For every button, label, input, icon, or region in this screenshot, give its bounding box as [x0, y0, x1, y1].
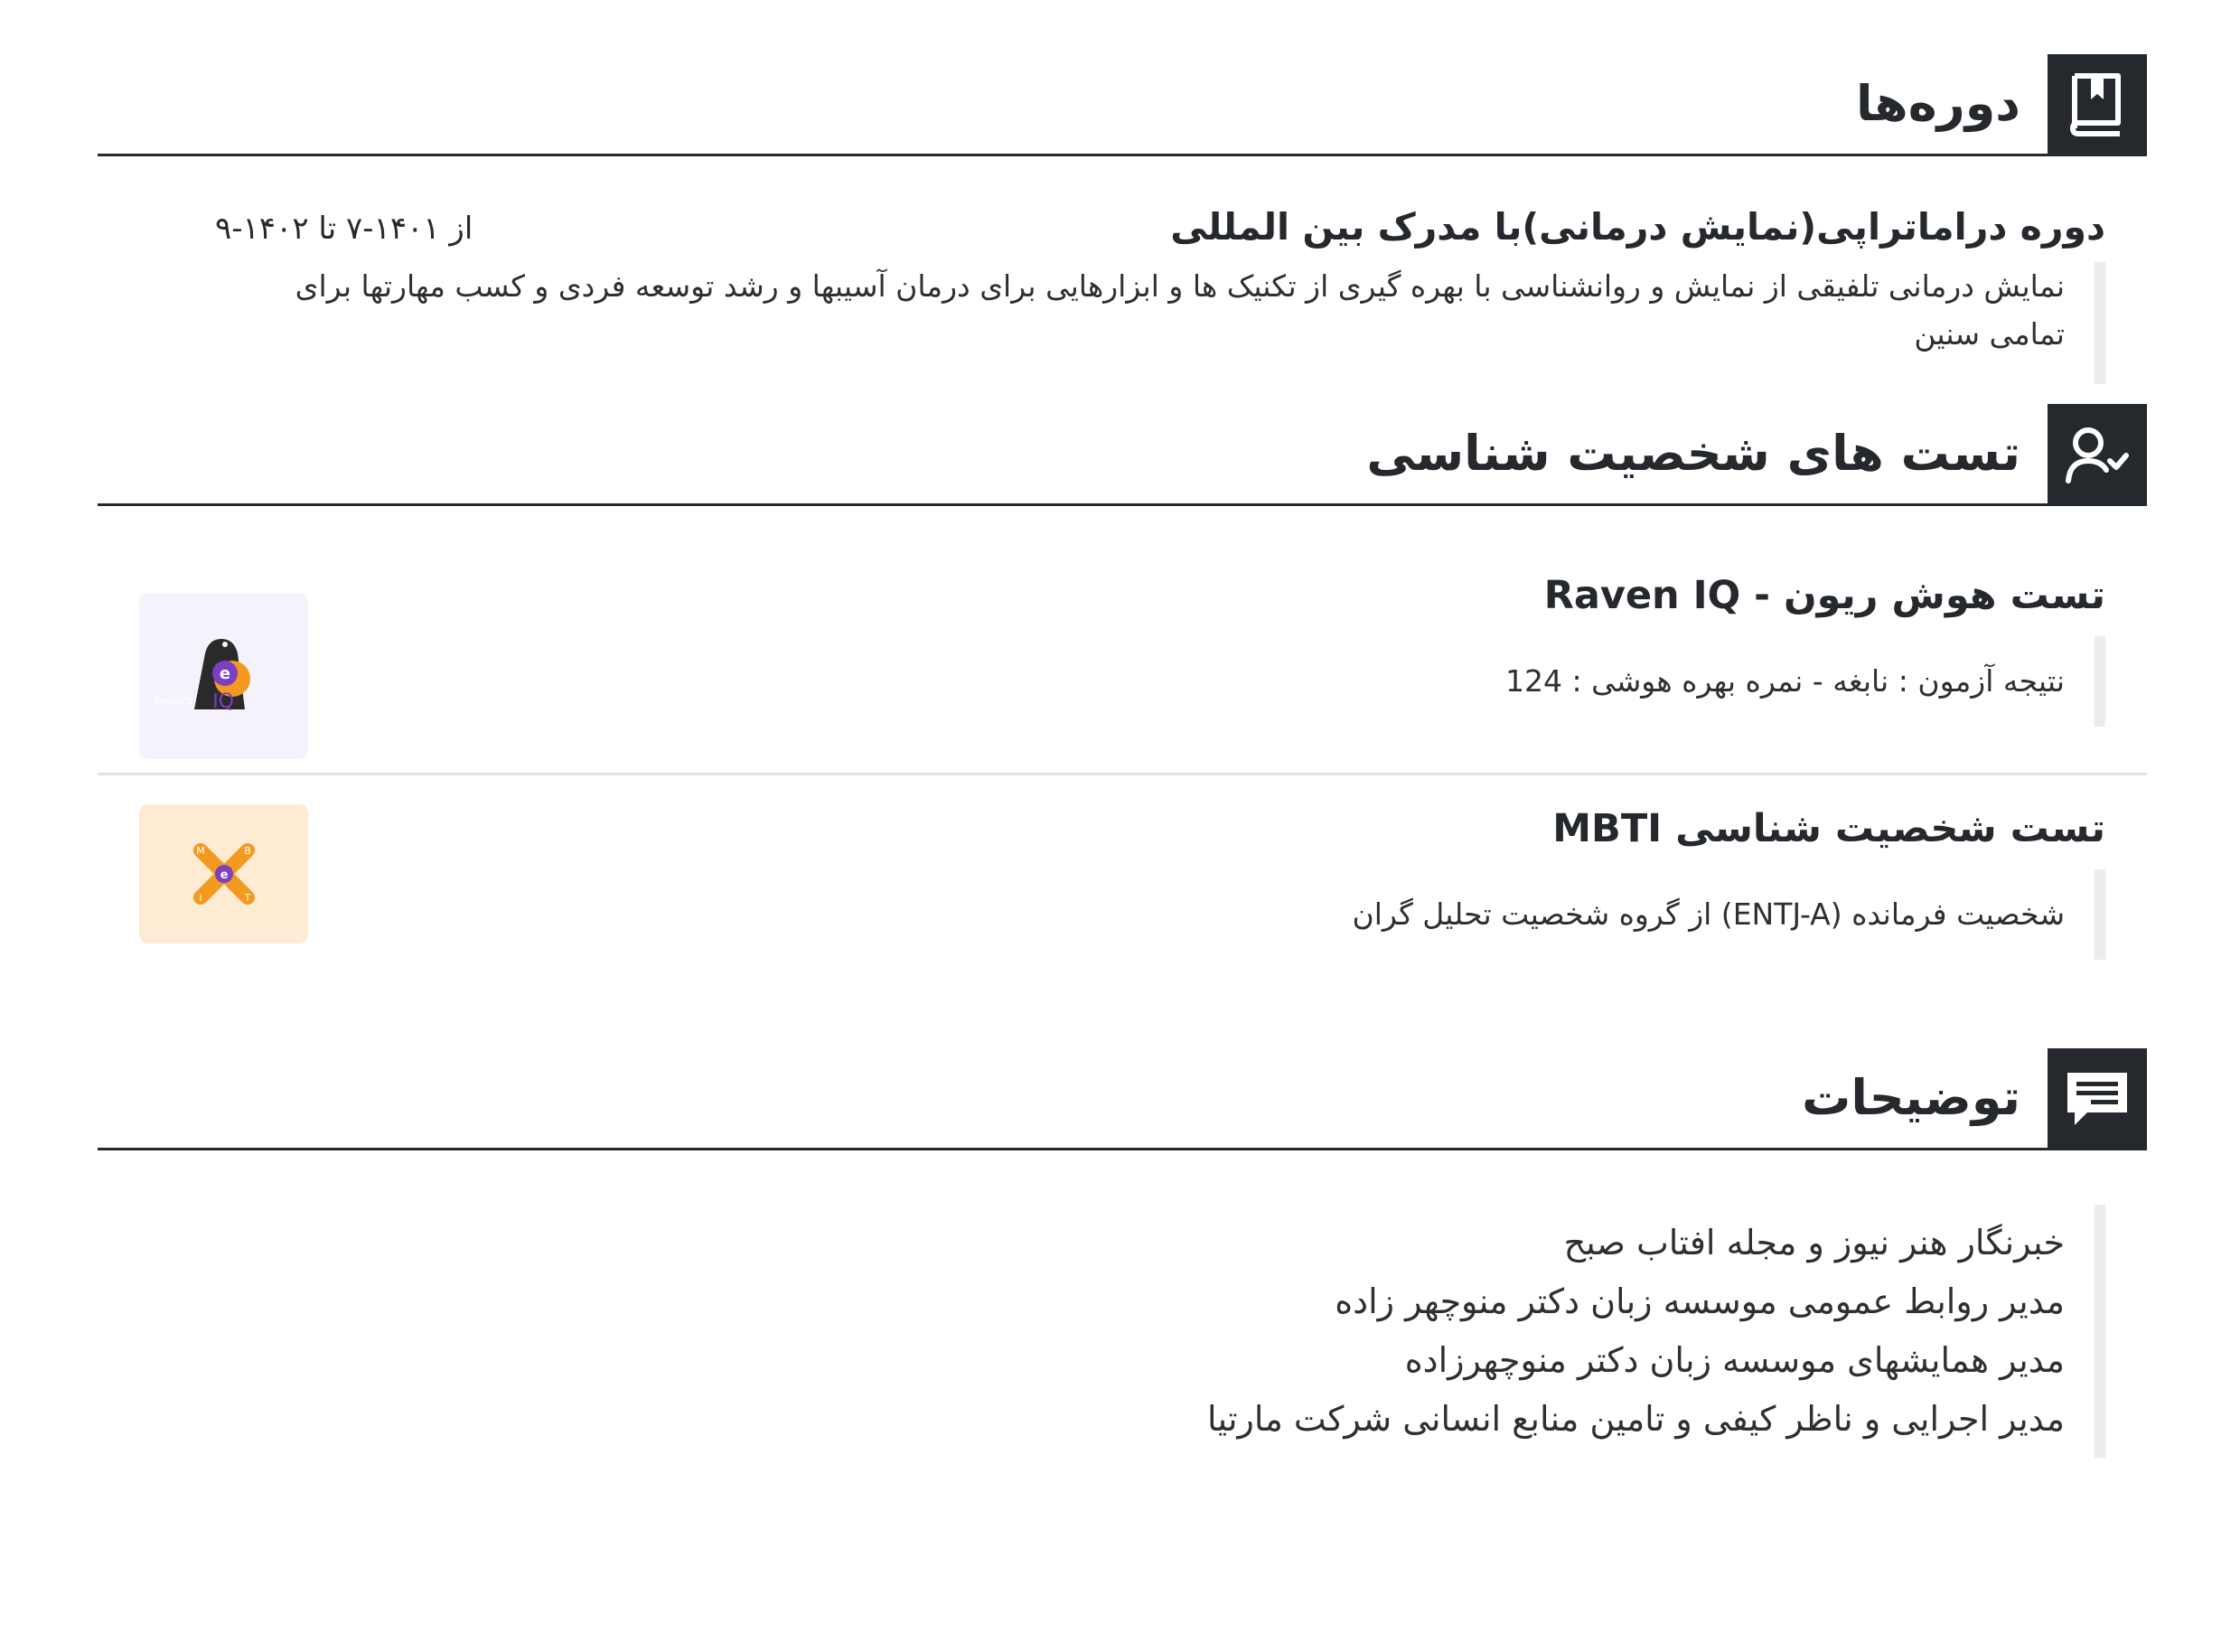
notes-section-header: [98, 1048, 2147, 1150]
test-item-raven[interactable]: [98, 506, 2147, 775]
note-line: مدیر همایشهای موسسه زبان دکتر منوچهرزاده: [1404, 1340, 2065, 1380]
tests-section-title: تست های شخصیت شناسی: [1366, 425, 2020, 482]
note-line: خبرنگار هنر نیوز و مجله افتاب صبح: [1563, 1223, 2065, 1262]
user-check-icon: [2048, 404, 2147, 505]
courses-section-title: دوره‌ها: [1856, 75, 2020, 132]
test-result: شخصیت فرمانده (ENTJ-A) از گروه شخصیت تحلیل گران: [98, 869, 2105, 960]
mbti-logo: [139, 804, 308, 943]
courses-section-header: [98, 54, 2147, 156]
raven-iq-logo: [139, 593, 308, 759]
notes-section-title: توضیحات: [1802, 1069, 2020, 1126]
tests-list: [98, 506, 2147, 1001]
raven-logo-iq: IQ: [211, 690, 234, 713]
test-result: نتیجه آزمون : نابغه - نمره بهره هوشی : 124: [98, 636, 2105, 727]
test-item-mbti[interactable]: [98, 775, 2147, 1001]
book-icon: [2048, 54, 2147, 155]
mbti-logo-letter: e: [220, 868, 228, 882]
course-title: دوره دراماتراپی(نمایش درمانی)با مدرک بین المللی: [1170, 205, 2105, 249]
note-line: مدیر روابط عمومی موسسه زبان دکتر منوچهر زاده: [1335, 1281, 2065, 1321]
mbti-letter-b: B: [243, 845, 251, 857]
mbti-letter-m: M: [195, 845, 205, 857]
notes-body: [98, 1150, 2147, 1458]
note-line: مدیر اجرایی و ناظر کیفی و تامین منابع انسانی شرکت مارتیا: [1206, 1399, 2065, 1439]
raven-logo-text: RAVEN'S: [154, 697, 192, 707]
tests-section-header: [98, 404, 2147, 506]
mbti-letter-t: T: [244, 892, 250, 904]
comment-icon: [2048, 1048, 2147, 1150]
test-title: تست شخصیت شناسی MBTI: [1552, 806, 2105, 851]
course-dates: از ۱۴۰۱-۷ تا ۱۴۰۲-۹: [215, 211, 473, 247]
notes-quote: [98, 1205, 2105, 1458]
test-title: تست هوش ریون - Raven IQ: [1543, 573, 2105, 618]
mbti-letter-i: I: [198, 892, 202, 904]
raven-logo-letter: e: [219, 664, 230, 683]
course-item: [98, 156, 2147, 404]
course-description: نمایش درمانی تلفیقی از نمایش و روانشناسی با بهره گیری از تکنیک ها و ابزارهایی برای درمان آسیبها و رشد توسعه فردی و کسب مهارتها برای تمامی سنین: [215, 262, 2105, 384]
resume-page: [98, 54, 2147, 1458]
